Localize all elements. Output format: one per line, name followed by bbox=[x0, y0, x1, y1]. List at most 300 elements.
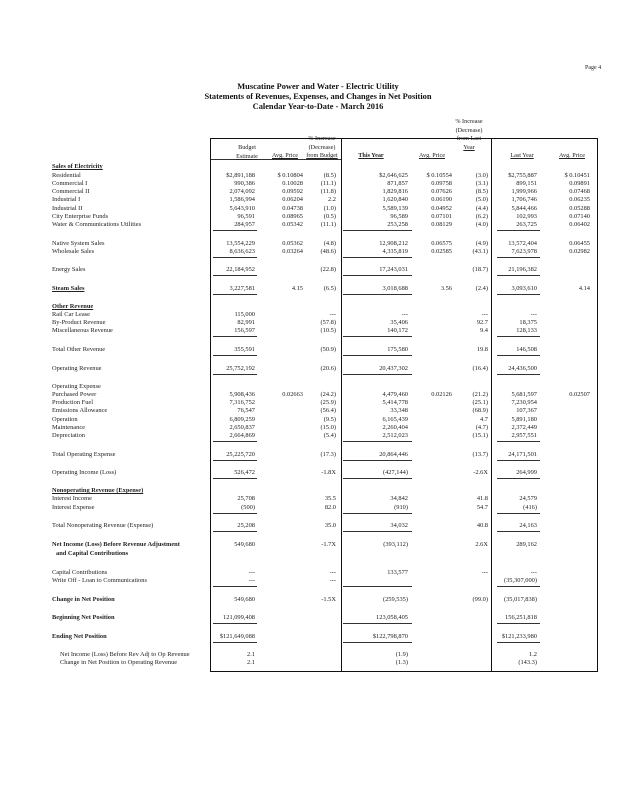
total-rule bbox=[213, 460, 257, 461]
total-rule bbox=[343, 257, 412, 258]
cell-budget: 25,225,720 bbox=[226, 451, 255, 458]
cell-bprice: 0.08965 bbox=[282, 213, 303, 220]
header-this-year: This Year bbox=[358, 152, 384, 159]
cell-ly: 24,436,500 bbox=[508, 365, 537, 372]
row-label: Commercial I bbox=[52, 180, 88, 187]
cell-ly: 5,681,597 bbox=[511, 391, 537, 398]
cell-typct: (68.9) bbox=[472, 407, 488, 414]
cell-bpct: (11.1) bbox=[320, 221, 336, 228]
total-rule bbox=[213, 623, 257, 624]
cell-lyprice: 0.06402 bbox=[569, 221, 590, 228]
cell-bpct: --- bbox=[329, 311, 336, 318]
cell-budget: 1,586,994 bbox=[229, 196, 255, 203]
cell-ty: (393,112) bbox=[383, 541, 408, 548]
cell-ty: 96,589 bbox=[390, 213, 408, 220]
cell-budget: 25,708 bbox=[237, 495, 255, 502]
cell-ty: 20,437,302 bbox=[379, 365, 408, 372]
cell-bprice: 4.15 bbox=[291, 285, 303, 292]
cell-budget: $121,649,088 bbox=[219, 633, 255, 640]
cell-budget: 284,957 bbox=[234, 221, 255, 228]
cell-typct: (21.2) bbox=[472, 391, 488, 398]
cell-bpct: (15.0) bbox=[320, 424, 336, 431]
cell-ty: 34,842 bbox=[390, 495, 408, 502]
cell-ly: 5,844,466 bbox=[511, 205, 537, 212]
cell-bprice: $ 0.10804 bbox=[277, 172, 303, 179]
row-label: Miscellaneous Revenue bbox=[52, 327, 113, 334]
cell-typct: 19.8 bbox=[476, 346, 488, 353]
cell-ly: 1,999,966 bbox=[511, 188, 537, 195]
cell-typrice: 0.02126 bbox=[431, 391, 452, 398]
cell-ly: $121,233,980 bbox=[501, 633, 537, 640]
header-pct-budget-line1: % Increase bbox=[308, 135, 336, 142]
row-label: Industrial II bbox=[52, 205, 83, 212]
row-label: Nonoperating Revenue (Expense) bbox=[52, 487, 144, 494]
cell-bpct: (50.9) bbox=[320, 346, 336, 353]
row-label: Total Operating Expense bbox=[52, 451, 116, 458]
cell-lyprice: 0.06235 bbox=[569, 196, 590, 203]
cell-ly: (35,307,000) bbox=[503, 577, 537, 584]
row-label: Other Revenue bbox=[52, 303, 94, 310]
cell-typct: (4.7) bbox=[475, 424, 488, 431]
cell-typct: (18.7) bbox=[472, 266, 488, 273]
cell-ty: 2,260,404 bbox=[382, 424, 408, 431]
total-rule bbox=[213, 336, 257, 337]
row-label: Operating Revenue bbox=[52, 365, 102, 372]
total-rule bbox=[213, 294, 257, 295]
divider bbox=[341, 138, 342, 672]
total-rule bbox=[213, 586, 257, 587]
cell-ty: (910) bbox=[394, 504, 408, 511]
cell-typct: (4.4) bbox=[475, 205, 488, 212]
header-pct-ly-line2: (Decrease) bbox=[455, 126, 483, 134]
total-rule bbox=[497, 294, 540, 295]
cell-ly: 156,251,818 bbox=[505, 614, 537, 621]
cell-lyprice: 0.05288 bbox=[569, 205, 590, 212]
row-label: Operating Income (Loss) bbox=[52, 469, 117, 476]
cell-bpct: (5.4) bbox=[323, 432, 336, 439]
cell-typrice: 0.06190 bbox=[431, 196, 452, 203]
cell-typrice: 0.07101 bbox=[431, 213, 452, 220]
total-rule bbox=[497, 478, 540, 479]
cell-ty: 5,589,139 bbox=[382, 205, 408, 212]
header-avg-price-ly: Avg. Price bbox=[558, 152, 585, 159]
total-rule bbox=[497, 230, 540, 231]
total-rule bbox=[213, 513, 257, 514]
cell-ty: 33,348 bbox=[390, 407, 408, 414]
cell-budget: 3,227,581 bbox=[229, 285, 255, 292]
cell-bpct: -1.8X bbox=[321, 469, 336, 476]
row-label: Steam Sales bbox=[52, 285, 85, 292]
cell-budget: 2,650,837 bbox=[229, 424, 255, 431]
total-rule bbox=[343, 374, 412, 375]
cell-ly: 102,993 bbox=[516, 213, 537, 220]
total-rule bbox=[343, 513, 412, 514]
cell-budget: (500) bbox=[241, 504, 255, 511]
row-label: Sales of Electricity bbox=[52, 163, 103, 170]
cell-ly: 1.2 bbox=[529, 651, 537, 658]
row-label: Change in Net Position bbox=[52, 596, 115, 603]
cell-budget: 355,591 bbox=[234, 346, 255, 353]
row-label: Wholesale Sales bbox=[52, 248, 95, 255]
page-number: Page 4 bbox=[585, 65, 602, 71]
cell-ly: 7,230,954 bbox=[511, 399, 537, 406]
header-pct-ly-line4: Year bbox=[463, 143, 475, 151]
cell-typct: (5.0) bbox=[475, 196, 488, 203]
cell-bpct: (22.8) bbox=[320, 266, 336, 273]
report-period: Calendar Year-to-Date - March 2016 bbox=[252, 102, 384, 111]
total-rule bbox=[343, 460, 412, 461]
row-label: Energy Sales bbox=[52, 266, 86, 273]
cell-ty: 4,335,819 bbox=[382, 248, 408, 255]
cell-bprice: 0.09592 bbox=[282, 188, 303, 195]
cell-ly: 24,579 bbox=[519, 495, 537, 502]
header-last-year: Last Year bbox=[510, 152, 534, 159]
cell-typct: --- bbox=[481, 311, 488, 318]
total-rule bbox=[213, 642, 257, 643]
cell-budget: 5,908,436 bbox=[229, 391, 255, 398]
cell-ly: 18,375 bbox=[519, 319, 537, 326]
cell-budget: 76,547 bbox=[237, 407, 255, 414]
cell-bpct: (9.5) bbox=[323, 416, 336, 423]
row-label: Capital Contributions bbox=[52, 569, 108, 576]
cell-ty: 3,018,688 bbox=[382, 285, 408, 292]
cell-bpct: (56.4) bbox=[320, 407, 336, 414]
total-rule bbox=[497, 275, 540, 276]
total-rule bbox=[497, 642, 540, 643]
cell-bpct: 35.0 bbox=[324, 522, 336, 529]
cell-bpct: (11.8) bbox=[320, 188, 336, 195]
cell-ly: $2,755,887 bbox=[508, 172, 537, 179]
cell-typct: (2.4) bbox=[475, 285, 488, 292]
cell-bpct: (24.2) bbox=[320, 391, 336, 398]
cell-ty: $122,798,870 bbox=[372, 633, 408, 640]
cell-ty: (1.9) bbox=[395, 651, 408, 658]
cell-bpct: -1.7X bbox=[321, 541, 336, 548]
cell-ty: 123,058,405 bbox=[376, 614, 408, 621]
cell-typct: (4.9) bbox=[475, 240, 488, 247]
cell-budget: 6,809,259 bbox=[229, 416, 255, 423]
cell-ly: 7,623,978 bbox=[511, 248, 537, 255]
cell-bpct: --- bbox=[329, 569, 336, 576]
cell-typrice: 0.07626 bbox=[431, 188, 452, 195]
cell-bpct: (8.5) bbox=[323, 172, 336, 179]
cell-budget: 13,554,229 bbox=[226, 240, 255, 247]
row-label: Industrial I bbox=[52, 196, 81, 203]
cell-typct: (16.4) bbox=[472, 365, 488, 372]
cell-ly: 21,196,382 bbox=[508, 266, 537, 273]
cell-ty: 1,829,816 bbox=[382, 188, 408, 195]
row-label: Total Nonoperating Revenue (Expense) bbox=[52, 522, 154, 529]
cell-ty: 253,258 bbox=[387, 221, 408, 228]
cell-budget: 2.1 bbox=[247, 651, 255, 658]
cell-ly: 2,372,449 bbox=[511, 424, 537, 431]
cell-typct: 4.7 bbox=[480, 416, 488, 423]
row-label: Change in Net Position to Operating Revenue bbox=[60, 659, 178, 666]
cell-budget: 2.1 bbox=[247, 659, 255, 666]
cell-ly: 899,151 bbox=[516, 180, 537, 187]
cell-ly: 5,891,180 bbox=[511, 416, 537, 423]
cell-bprice: 0.04738 bbox=[282, 205, 303, 212]
cell-typrice: 3.56 bbox=[440, 285, 452, 292]
row-label: Interest Income bbox=[52, 495, 92, 502]
header-pct-ly-line3: from Last bbox=[456, 135, 482, 142]
cell-bpct: (57.8) bbox=[320, 319, 336, 326]
divider bbox=[491, 138, 492, 672]
cell-typct: 92.7 bbox=[476, 319, 488, 326]
cell-ly: 146,508 bbox=[516, 346, 537, 353]
cell-lyprice: 0.06455 bbox=[569, 240, 590, 247]
cell-ty: 35,406 bbox=[390, 319, 408, 326]
total-rule bbox=[213, 230, 257, 231]
cell-bpct: -1.5X bbox=[321, 596, 336, 603]
cell-bprice: 0.10028 bbox=[282, 180, 303, 187]
cell-bpct: (6.5) bbox=[323, 285, 336, 292]
total-rule bbox=[497, 513, 540, 514]
total-rule bbox=[343, 531, 412, 532]
cell-typct: 41.8 bbox=[476, 495, 488, 502]
cell-lyprice: $ 0.10451 bbox=[564, 172, 590, 179]
cell-budget: 82,991 bbox=[237, 319, 255, 326]
cell-ly: 24,163 bbox=[519, 522, 537, 529]
cell-ty: (427,144) bbox=[382, 469, 408, 476]
total-rule bbox=[497, 257, 540, 258]
row-label: Net Income (Loss) Before Revenue Adjustment bbox=[52, 541, 180, 548]
cell-budget: 121,099,408 bbox=[223, 614, 255, 621]
total-rule bbox=[213, 441, 257, 442]
cell-typct: 9.4 bbox=[480, 327, 488, 334]
cell-lyprice: 4.14 bbox=[578, 285, 590, 292]
cell-ty: 5,414,778 bbox=[382, 399, 408, 406]
cell-budget: 115,000 bbox=[234, 311, 255, 318]
row-label: Beginning Net Position bbox=[52, 614, 115, 621]
total-rule bbox=[213, 478, 257, 479]
cell-ty: 133,577 bbox=[387, 569, 408, 576]
cell-budget: 25,752,192 bbox=[226, 365, 255, 372]
cell-ty: 34,032 bbox=[390, 522, 408, 529]
total-rule bbox=[343, 294, 412, 295]
cell-typct: (4.0) bbox=[475, 221, 488, 228]
row-label: Native System Sales bbox=[52, 240, 105, 247]
row-label: City Enterprise Funds bbox=[52, 213, 109, 220]
header-pct-ly-line1: % Increase bbox=[455, 118, 483, 125]
total-rule bbox=[497, 586, 540, 587]
cell-budget: 5,643,910 bbox=[229, 205, 255, 212]
row-label: Maintenance bbox=[52, 424, 86, 431]
cell-ty: 2,512,023 bbox=[382, 432, 408, 439]
cell-bpct: (48.6) bbox=[320, 248, 336, 255]
cell-budget: 549,680 bbox=[234, 541, 255, 548]
header-pct-budget-line3: from Budget bbox=[306, 152, 338, 159]
cell-ty: (259,535) bbox=[382, 596, 408, 603]
cell-ly: (416) bbox=[523, 504, 537, 511]
row-label: Operating Expense bbox=[52, 383, 101, 390]
cell-budget: 2,074,092 bbox=[229, 188, 255, 195]
cell-typct: (25.1) bbox=[472, 399, 488, 406]
cell-ly: 264,999 bbox=[516, 469, 537, 476]
cell-ly: 3,093,610 bbox=[511, 285, 537, 292]
total-rule bbox=[213, 531, 257, 532]
total-rule bbox=[343, 355, 412, 356]
total-rule bbox=[343, 336, 412, 337]
row-label: Ending Net Position bbox=[52, 633, 107, 640]
row-label: Production Fuel bbox=[52, 399, 94, 406]
cell-ly: 13,572,404 bbox=[508, 240, 537, 247]
total-rule bbox=[497, 336, 540, 337]
total-rule bbox=[213, 355, 257, 356]
row-label: Commercial II bbox=[52, 188, 90, 195]
total-rule bbox=[497, 374, 540, 375]
cell-ty: 12,908,212 bbox=[379, 240, 408, 247]
cell-lyprice: 0.07140 bbox=[569, 213, 590, 220]
header-budget-line1: Budget bbox=[238, 144, 256, 151]
cell-bprice: 0.03264 bbox=[282, 248, 303, 255]
row-label: Water & Communications Utilities bbox=[52, 221, 142, 228]
total-rule bbox=[213, 257, 257, 258]
total-rule bbox=[343, 478, 412, 479]
cell-bprice: 0.05342 bbox=[282, 221, 303, 228]
cell-bprice: 0.06204 bbox=[282, 196, 303, 203]
cell-ty: 140,172 bbox=[387, 327, 408, 334]
total-rule bbox=[497, 441, 540, 442]
report-title: Muscatine Power and Water - Electric Utility bbox=[237, 82, 399, 91]
cell-ty: 17,243,031 bbox=[379, 266, 408, 273]
cell-ly: 107,367 bbox=[516, 407, 537, 414]
cell-bprice: 0.02663 bbox=[282, 391, 303, 398]
cell-typct: (3.1) bbox=[475, 180, 488, 187]
cell-ty: --- bbox=[401, 311, 408, 318]
cell-ty: 871,857 bbox=[387, 180, 408, 187]
cell-budget: 7,316,752 bbox=[229, 399, 255, 406]
row-label: Net Income (Loss) Before Rev Adj to Op Revenue bbox=[60, 651, 190, 658]
cell-bpct: (0.5) bbox=[323, 213, 336, 220]
cell-ty: 6,165,439 bbox=[382, 416, 408, 423]
cell-bpct: (25.9) bbox=[320, 399, 336, 406]
total-rule bbox=[497, 460, 540, 461]
cell-budget: --- bbox=[248, 577, 255, 584]
cell-lyprice: 0.02507 bbox=[569, 391, 590, 398]
cell-typct: (8.5) bbox=[475, 188, 488, 195]
row-label: Total Other Revenue bbox=[52, 346, 106, 353]
total-rule bbox=[343, 642, 412, 643]
cell-ty: (1.3) bbox=[395, 659, 408, 666]
cell-typrice: 0.06575 bbox=[431, 240, 452, 247]
total-rule bbox=[497, 623, 540, 624]
header-pct-budget-line2: (Decrease) bbox=[308, 143, 336, 151]
total-rule bbox=[343, 441, 412, 442]
header-avg-price: Avg. Price bbox=[271, 152, 298, 159]
cell-ly: (143.3) bbox=[518, 659, 537, 666]
row-label: Interest Expense bbox=[52, 504, 95, 511]
cell-typrice: $ 0.10554 bbox=[426, 172, 452, 179]
total-rule bbox=[497, 531, 540, 532]
cell-bpct: (4.8) bbox=[323, 240, 336, 247]
total-rule bbox=[213, 374, 257, 375]
total-rule bbox=[343, 275, 412, 276]
cell-ly: 128,133 bbox=[516, 327, 537, 334]
cell-budget: 8,636,623 bbox=[229, 248, 255, 255]
cell-typct: (6.2) bbox=[475, 213, 488, 220]
total-rule bbox=[213, 275, 257, 276]
cell-ty: 20,864,446 bbox=[379, 451, 408, 458]
header-avg-price-ty: Avg. Price bbox=[418, 152, 445, 159]
cell-bpct: (20.6) bbox=[320, 365, 336, 372]
cell-ly: --- bbox=[530, 311, 537, 318]
cell-typct: (3.0) bbox=[475, 172, 488, 179]
cell-lyprice: 0.02982 bbox=[569, 248, 590, 255]
cell-typrice: 0.08129 bbox=[431, 221, 452, 228]
total-rule bbox=[497, 355, 540, 356]
cell-ty: $2,646,625 bbox=[379, 172, 408, 179]
row-label: By-Product Revenue bbox=[52, 319, 106, 326]
cell-budget: $2,891,188 bbox=[226, 172, 255, 179]
row-label: Write Off - Loan to Communications bbox=[52, 577, 147, 584]
cell-budget: 156,597 bbox=[234, 327, 255, 334]
cell-typct: 2.6X bbox=[475, 541, 488, 548]
cell-typct: 40.8 bbox=[476, 522, 488, 529]
cell-budget: 549,680 bbox=[234, 596, 255, 603]
cell-budget: 22,184,952 bbox=[226, 266, 255, 273]
cell-typct: (15.1) bbox=[472, 432, 488, 439]
cell-typct: --- bbox=[481, 569, 488, 576]
cell-typct: 54.7 bbox=[476, 504, 488, 511]
header-budget-line2: Estimate bbox=[236, 152, 258, 160]
cell-bpct: (10.5) bbox=[320, 327, 336, 334]
cell-typct: (99.0) bbox=[472, 596, 488, 603]
total-rule bbox=[343, 623, 412, 624]
cell-bpct: (1.0) bbox=[323, 205, 336, 212]
cell-ly: (35,017,838) bbox=[503, 596, 537, 603]
cell-budget: 25,208 bbox=[237, 522, 255, 529]
cell-ty: 1,620,840 bbox=[382, 196, 408, 203]
cell-ty: 175,580 bbox=[387, 346, 408, 353]
cell-ly: 1,706,746 bbox=[511, 196, 537, 203]
cell-typrice: 0.04952 bbox=[431, 205, 452, 212]
cell-lyprice: 0.07468 bbox=[569, 188, 590, 195]
cell-bpct: 35.5 bbox=[324, 495, 336, 502]
cell-bpct: 82.0 bbox=[324, 504, 336, 511]
row-label: Residential bbox=[52, 172, 81, 179]
cell-bpct: 2.2 bbox=[328, 196, 336, 203]
report-subtitle: Statements of Revenues, Expenses, and Changes in Net Position bbox=[204, 92, 432, 101]
cell-budget: 526,472 bbox=[234, 469, 255, 476]
cell-typrice: 0.09758 bbox=[431, 180, 452, 187]
cell-budget: 2,664,869 bbox=[229, 432, 255, 439]
row-label: Rail Car Lease bbox=[52, 311, 90, 318]
cell-typrice: 0.02585 bbox=[431, 248, 452, 255]
cell-bpct: (11.1) bbox=[320, 180, 336, 187]
cell-ly: --- bbox=[530, 569, 537, 576]
row-label: Emissions Allowance bbox=[52, 407, 108, 414]
row-label: Operation bbox=[52, 416, 78, 423]
cell-typct: (13.7) bbox=[472, 451, 488, 458]
row-label: Depreciation bbox=[52, 432, 86, 439]
cell-budget: 96,591 bbox=[237, 213, 255, 220]
cell-ly: 289,162 bbox=[516, 541, 537, 548]
header-pct-budget bbox=[300, 135, 344, 161]
cell-bprice: 0.05362 bbox=[282, 240, 303, 247]
cell-budget: 990,386 bbox=[234, 180, 255, 187]
cell-ly: 263,725 bbox=[516, 221, 537, 228]
cell-bpct: (17.3) bbox=[320, 451, 336, 458]
cell-budget: --- bbox=[248, 569, 255, 576]
row-label-continued: and Capital Contributions bbox=[56, 550, 129, 557]
cell-bpct: --- bbox=[329, 577, 336, 584]
row-label: Purchased Power bbox=[52, 391, 97, 398]
header-pct-last-year bbox=[447, 118, 491, 152]
cell-typct: -2.6X bbox=[473, 469, 488, 476]
cell-typct: (43.1) bbox=[472, 248, 488, 255]
total-rule bbox=[343, 586, 412, 587]
